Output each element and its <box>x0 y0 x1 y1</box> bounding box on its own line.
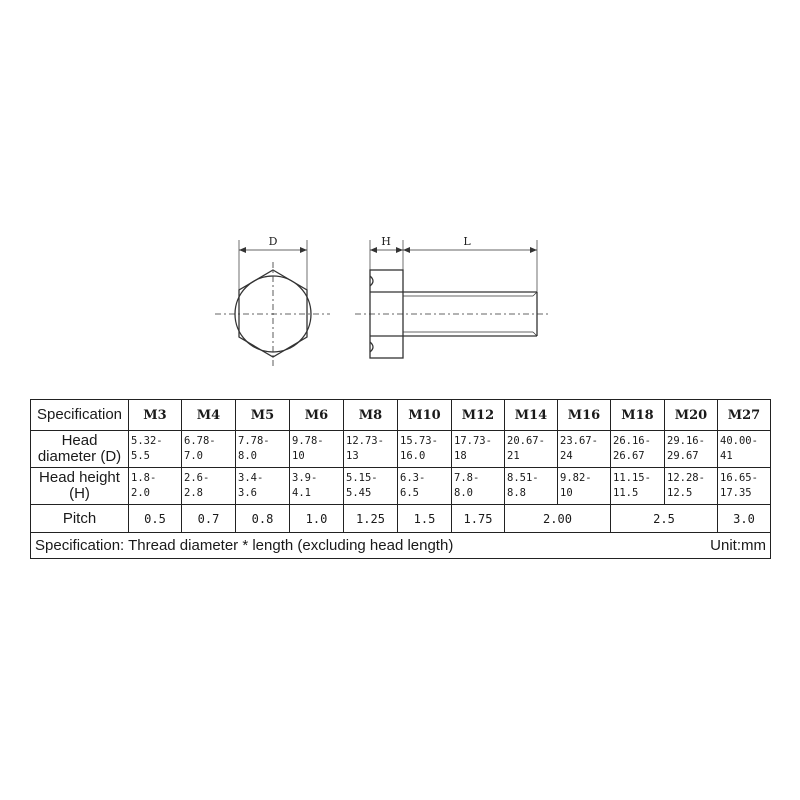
pitch-cell: 1.0 <box>290 505 344 533</box>
size-cell: M10 <box>398 400 452 431</box>
footer-note: Specification: Thread diameter * length (excluding head length) <box>35 537 454 554</box>
value-cell: 11.15- 11.5 <box>611 468 665 505</box>
dimension-label-l: L <box>463 235 471 248</box>
pitch-cell: 1.75 <box>452 505 505 533</box>
value-cell: 23.67- 24 <box>558 431 611 468</box>
pitch-cell: 0.5 <box>129 505 182 533</box>
size-cell: M18 <box>611 400 665 431</box>
size-cell: M8 <box>344 400 398 431</box>
size-cell: M4 <box>182 400 236 431</box>
value-cell: 9.78- 10 <box>290 431 344 468</box>
size-row <box>31 400 771 431</box>
pitch-cell: 0.7 <box>182 505 236 533</box>
value-cell: 6.78- 7.0 <box>182 431 236 468</box>
footer-cell <box>31 533 771 559</box>
value-cell: 9.82- 10 <box>558 468 611 505</box>
value-cell: 3.4- 3.6 <box>236 468 290 505</box>
size-cell: M16 <box>558 400 611 431</box>
value-cell: 15.73- 16.0 <box>398 431 452 468</box>
pitch-label: Pitch <box>31 505 129 533</box>
value-cell: 16.65- 17.35 <box>718 468 771 505</box>
size-cell: M20 <box>665 400 718 431</box>
value-cell: 40.00- 41 <box>718 431 771 468</box>
value-cell: 5.15- 5.45 <box>344 468 398 505</box>
size-cell: M14 <box>505 400 558 431</box>
head-height-label: Head height (H) <box>31 468 129 505</box>
value-cell: 2.6- 2.8 <box>182 468 236 505</box>
size-cell: M6 <box>290 400 344 431</box>
spec-header: Specification <box>31 400 129 431</box>
unit-label: Unit:mm <box>710 537 766 554</box>
value-cell: 12.73- 13 <box>344 431 398 468</box>
value-cell: 29.16- 29.67 <box>665 431 718 468</box>
bolt-spec-table <box>30 399 771 559</box>
size-cell: M27 <box>718 400 771 431</box>
bolt-side-view <box>355 240 548 358</box>
size-cell: M5 <box>236 400 290 431</box>
head-height-row <box>31 468 771 505</box>
pitch-cell: 2.00 <box>505 505 611 533</box>
value-cell: 20.67- 21 <box>505 431 558 468</box>
size-cell: M3 <box>129 400 182 431</box>
head-diameter-row <box>31 431 771 468</box>
value-cell: 6.3- 6.5 <box>398 468 452 505</box>
value-cell: 8.51- 8.8 <box>505 468 558 505</box>
value-cell: 26.16- 26.67 <box>611 431 665 468</box>
dimension-label-d: D <box>268 235 278 248</box>
pitch-cell: 2.5 <box>611 505 718 533</box>
value-cell: 7.8- 8.0 <box>452 468 505 505</box>
pitch-cell: 3.0 <box>718 505 771 533</box>
value-cell: 1.8- 2.0 <box>129 468 182 505</box>
pitch-cell: 1.5 <box>398 505 452 533</box>
value-cell: 12.28- 12.5 <box>665 468 718 505</box>
value-cell: 3.9- 4.1 <box>290 468 344 505</box>
pitch-cell: 1.25 <box>344 505 398 533</box>
value-cell: 7.78- 8.0 <box>236 431 290 468</box>
dimension-label-h: H <box>381 235 391 248</box>
head-diameter-label: Head diameter (D) <box>31 431 129 468</box>
value-cell: 17.73- 18 <box>452 431 505 468</box>
size-cell: M12 <box>452 400 505 431</box>
footer-row <box>31 533 771 559</box>
pitch-cell: 0.8 <box>236 505 290 533</box>
value-cell: 5.32- 5.5 <box>129 431 182 468</box>
bolt-top-view <box>215 240 330 366</box>
pitch-row <box>31 505 771 533</box>
